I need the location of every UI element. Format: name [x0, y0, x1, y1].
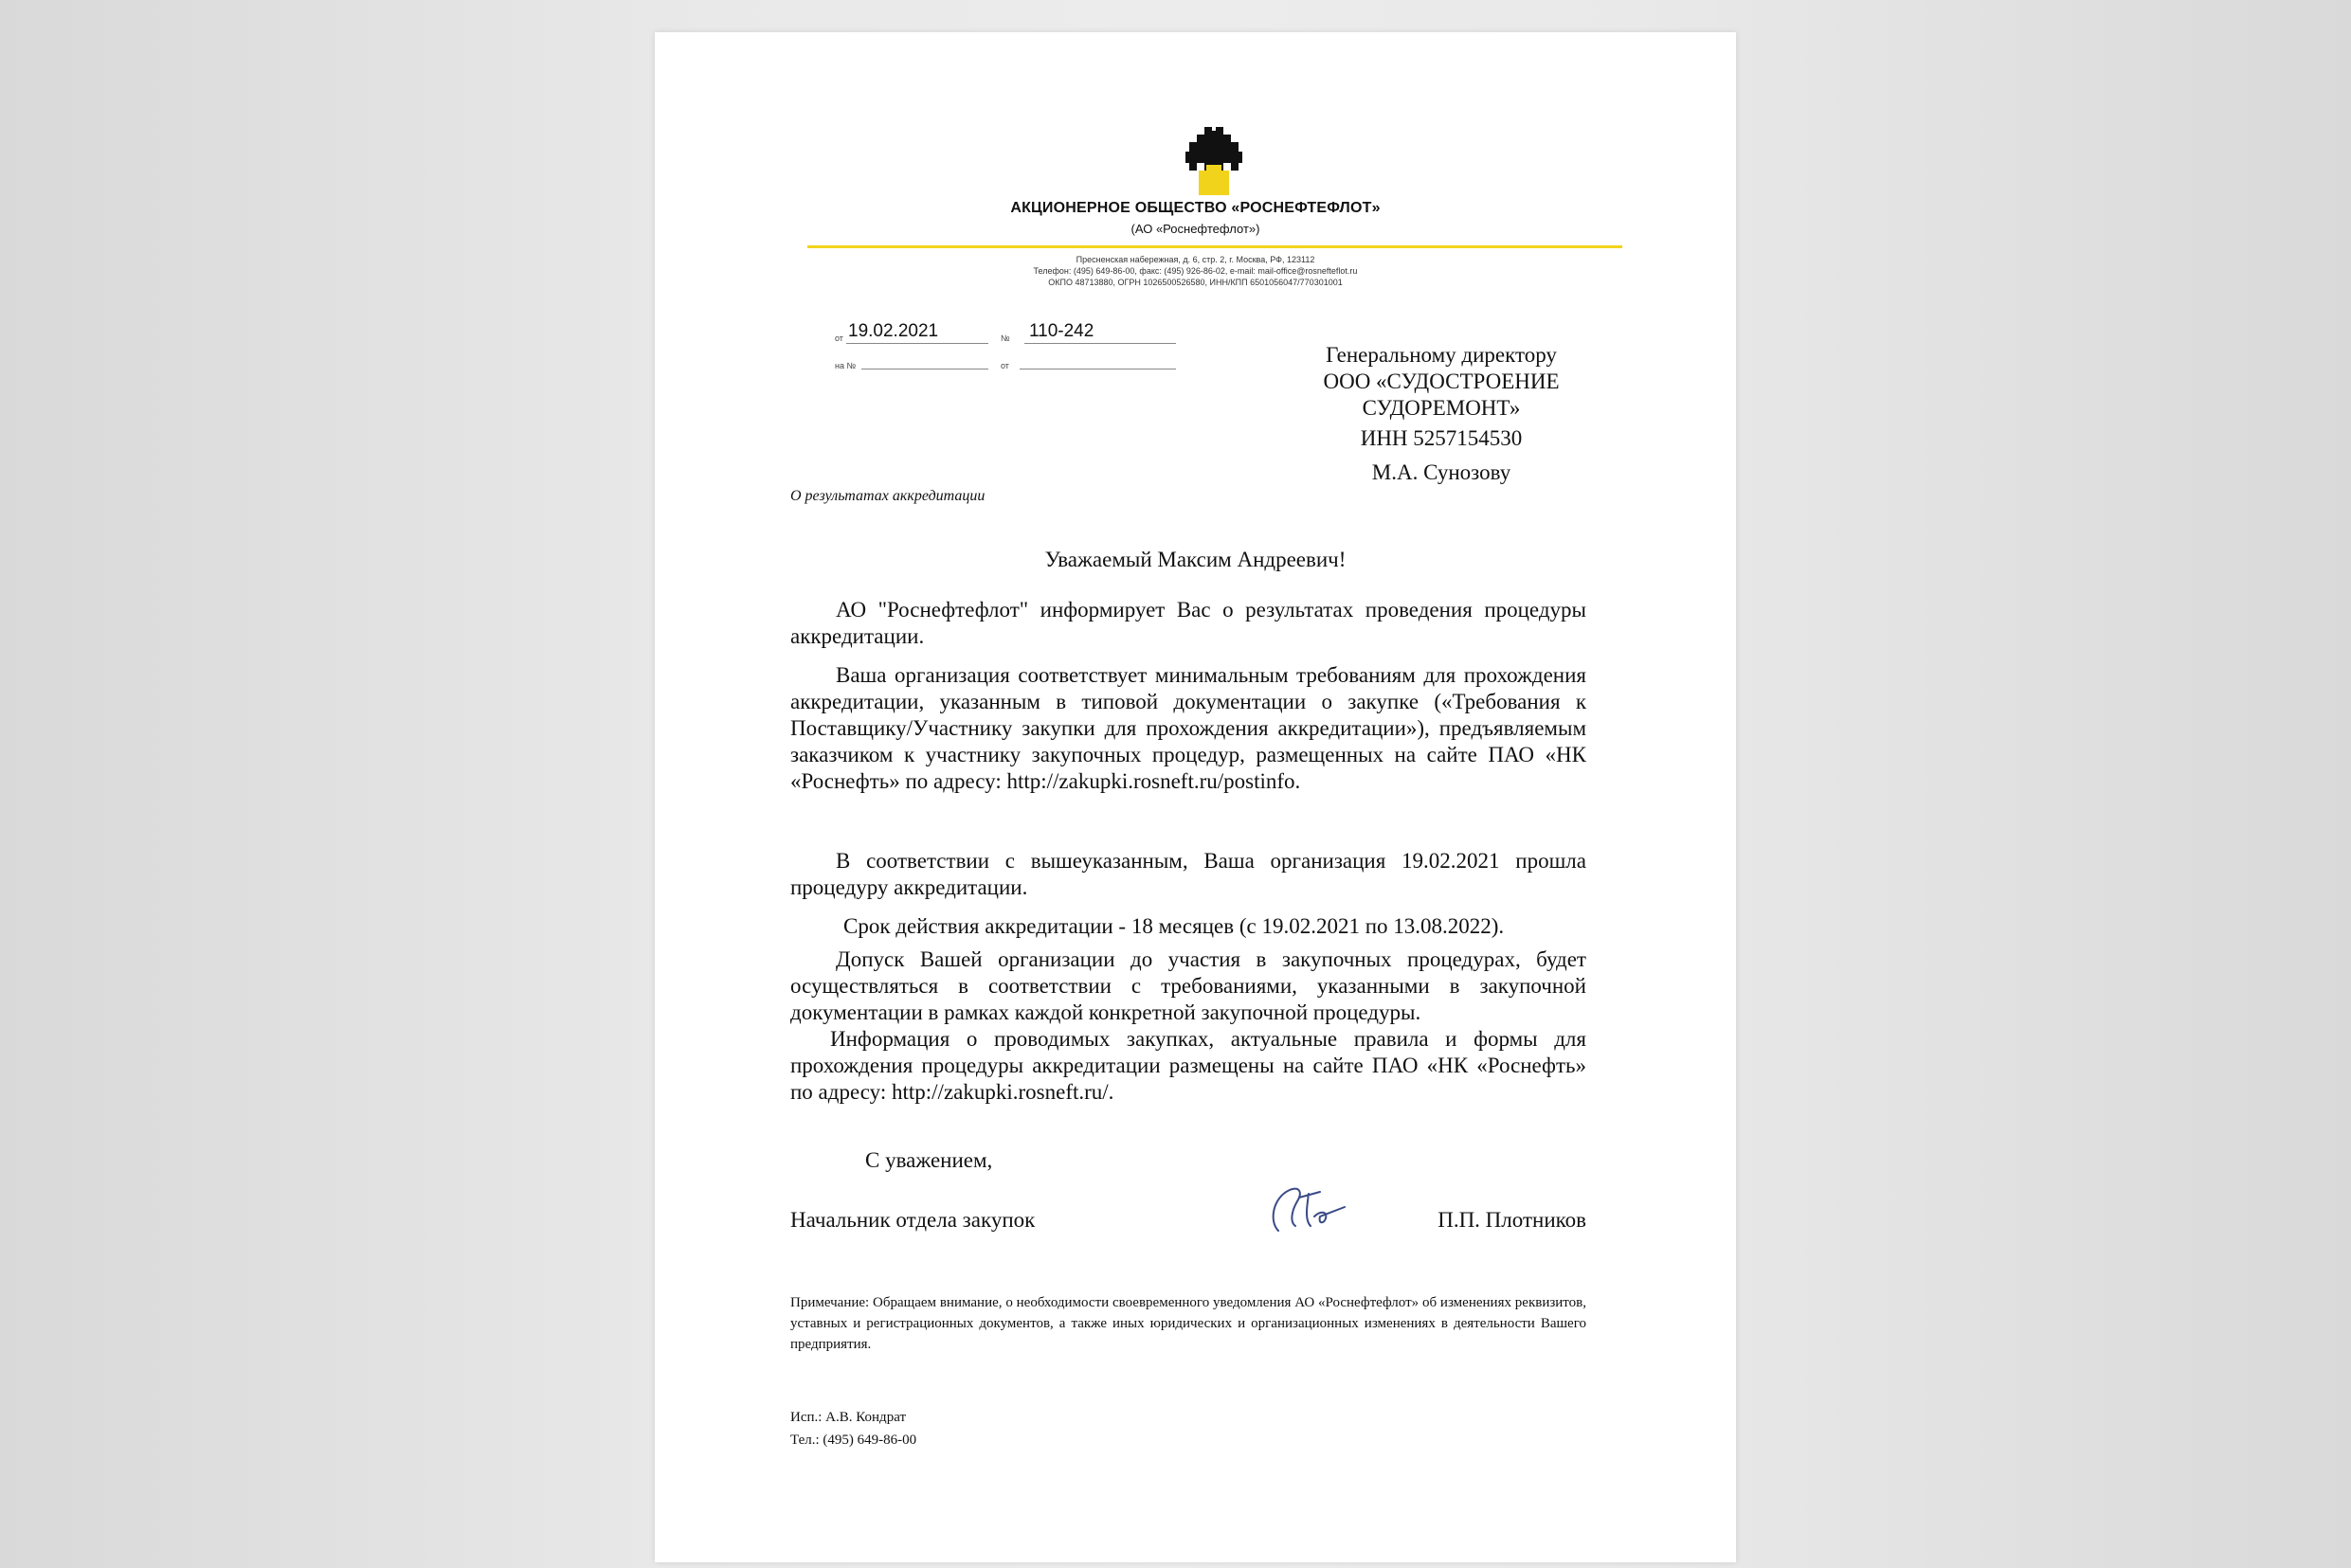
date-label: от — [835, 333, 843, 343]
number-underline — [1024, 343, 1176, 344]
body-paragraph-2: Ваша организация соответствует минимальным требованиям для прохождения аккредитации, указанным в типовой документации о закупке («Требования к Поставщику/Участнику закупки для прохождения аккредитации»), предъявляемым заказчиком к участнику закупочных процедур, размещенных на сайте ПАО «НК «Роснефть» по адресу: http://zakupki.rosneft.ru/postinfo. — [790, 663, 1586, 793]
org-codes: ОКПО 48713880, ОГРН 1026500526580, ИНН/КПП 6501056047/770301001 — [1048, 278, 1343, 287]
addressee-company-2: СУДОРЕМОНТ» — [1362, 396, 1521, 420]
org-contacts — [655, 254, 1736, 288]
addressee-position: Генеральному директору — [1326, 343, 1557, 367]
number-label: № — [1001, 333, 1010, 343]
ref-date-label: от — [1001, 361, 1009, 370]
addressee-name: М.А. Сунозову — [1371, 460, 1511, 484]
body-paragraph-5: Допуск Вашей организации до участия в закупочных процедурах, будет осуществляться в соответствии с требованиями, указанными в закупочной документации в рамках каждой конкретной закупочной процедуры. — [790, 947, 1586, 1024]
body-paragraph-3: В соответствии с вышеуказанным, Ваша организация 19.02.2021 прошла процедуру аккредитации. — [790, 849, 1586, 899]
ref-number-label: на № — [835, 361, 857, 370]
letter-subject: О результатах аккредитации — [790, 488, 986, 504]
signer-position: Начальник отдела закупок — [790, 1208, 1036, 1232]
signer-name: П.П. Плотников — [1438, 1208, 1586, 1232]
body-paragraph-4: Срок действия аккредитации - 18 месяцев (с 19.02.2021 по 13.08.2022). — [843, 914, 1505, 938]
executor-block — [790, 1406, 916, 1451]
org-name: АКЦИОНЕРНОЕ ОБЩЕСТВО «РОСНЕФТЕФЛОТ» — [1010, 200, 1381, 216]
greeting: Уважаемый Максим Андреевич! — [1044, 548, 1347, 571]
body-paragraph-1: АО "Роснефтефлот" информирует Вас о результатах проведения процедуры аккредитации. — [790, 598, 1586, 648]
letter-page — [655, 32, 1736, 1562]
addressee-inn: ИНН 5257154530 — [1360, 426, 1523, 450]
org-phone: Телефон: (495) 649-86-00, факс: (495) 926-86-02, e-mail: mail-office@rosnefteflot.ru — [1033, 266, 1358, 276]
executor-name: Исп.: А.В. Кондрат — [790, 1410, 907, 1425]
letterhead-divider — [807, 245, 1622, 248]
executor-phone: Тел.: (495) 649-86-00 — [790, 1433, 917, 1448]
addressee-block — [1271, 342, 1612, 486]
regards: С уважением, — [865, 1148, 993, 1172]
org-short-name: (АО «Роснефтефлот») — [1130, 222, 1260, 236]
org-address: Пресненская набережная, д. 6, стр. 2, г. Москва, РФ, 123112 — [1076, 255, 1315, 264]
letter-date: 19.02.2021 — [848, 321, 939, 341]
letter-number: 110-242 — [1029, 321, 1094, 341]
registration-block — [835, 316, 1214, 383]
body-paragraph-6: Информация о проводимых закупках, актуальные правила и формы для прохождения процедуры аккредитации размещены на сайте ПАО «НК «Роснефть» по адресу: http://zakupki.rosneft.ru/. — [790, 1027, 1586, 1104]
addressee-company-1: ООО «СУДОСТРОЕНИЕ — [1323, 369, 1560, 393]
date-underline — [846, 343, 988, 344]
footnote: Примечание: Обращаем внимание, о необходимости своевременного уведомления АО «Роснефтефлот» об изменениях реквизитов, уставных и регистрационных документов, а также иных юридических и организационных изменениях в деятельности Вашего предприятия. — [790, 1295, 1586, 1352]
handwritten-signature — [1261, 1179, 1356, 1245]
